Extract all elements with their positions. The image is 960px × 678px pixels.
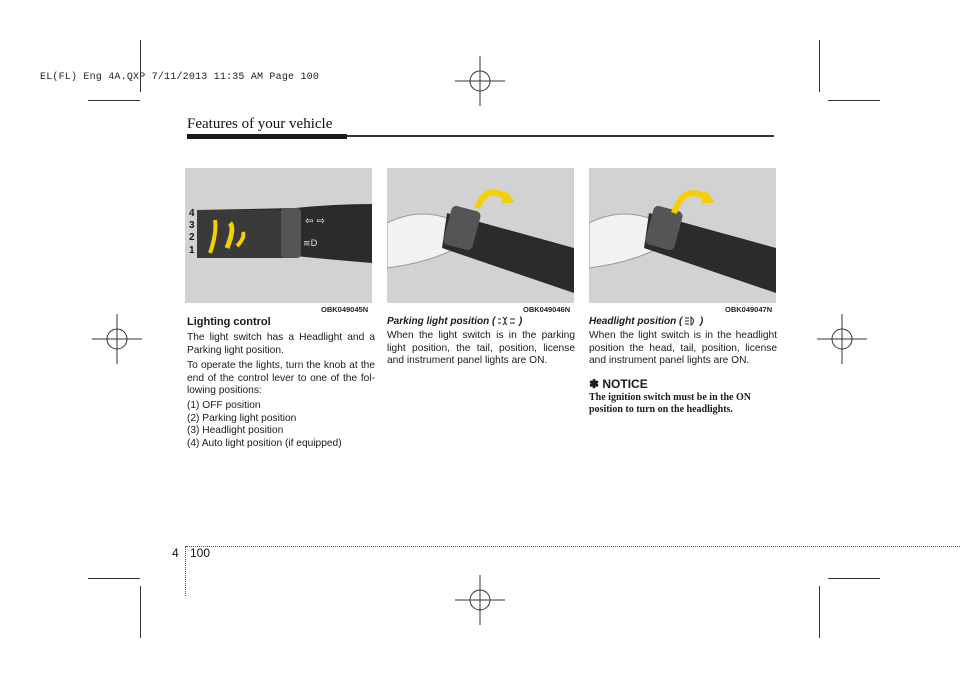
crop-mark: [828, 578, 880, 579]
heading-text: ): [699, 316, 704, 327]
heading-parking-light: [387, 316, 575, 328]
footer-divider: [185, 546, 186, 596]
registration-mark-left: [92, 314, 142, 364]
crop-mark: [140, 586, 141, 638]
footer-rule: [186, 546, 960, 547]
column-headlight: [589, 316, 777, 415]
page-number: 100: [190, 546, 211, 560]
figure-label-4: 4: [189, 208, 195, 219]
heading-text: Parking light position (: [387, 316, 496, 327]
figure-code: OBK049045N: [321, 305, 369, 314]
paragraph: When the light switch is in the headlight position the head, tail, position, license and instrument panel lights are ON.: [589, 330, 777, 367]
crop-mark: [828, 100, 880, 101]
figure-headlight: [589, 168, 776, 303]
heading-text: Headlight position (: [589, 316, 683, 327]
list-item: (4) Auto light position (if equipped): [187, 437, 342, 449]
headlight-icon: [685, 316, 697, 326]
figure-parking-light: [387, 168, 574, 303]
notice-title: ✽ NOTICE: [589, 376, 648, 391]
figure-label-1: 1: [189, 245, 195, 256]
section-title: Features of your vehicle: [187, 116, 333, 132]
title-rule-thin: [347, 135, 774, 137]
figure-label-3: 3: [189, 220, 195, 231]
paragraph: When the light switch is in the parking light position, the tail, position, license and instrument panel lights are ON.: [387, 330, 575, 367]
list-item: (3) Headlight position: [187, 425, 284, 437]
heading-headlight: [589, 316, 777, 328]
registration-mark-bottom: [455, 575, 505, 625]
print-header: EL(FL) Eng 4A.QXP 7/11/2013 11:35 AM Page 100: [40, 72, 320, 83]
registration-mark-top: [455, 56, 505, 106]
crop-mark: [88, 578, 140, 579]
column-parking-light: [387, 316, 575, 371]
figure-code: OBK049046N: [523, 305, 571, 314]
chapter-number: 4: [172, 546, 179, 560]
paragraph: To operate the lights, turn the knob at the end of the control lever to one of the fol-lowing positions:: [187, 360, 375, 397]
svg-text:⇦ ⇨: ⇦ ⇨: [305, 216, 325, 227]
crop-mark: [88, 100, 140, 101]
svg-text:≡D: ≡D: [303, 239, 318, 249]
heading-text: ): [518, 316, 523, 327]
registration-mark-right: [817, 314, 867, 364]
crop-mark: [819, 40, 820, 92]
list-item: (1) OFF position: [187, 400, 261, 412]
notice-body: The ignition switch must be in the ON position to turn on the headlights.: [589, 392, 751, 415]
figure-lighting-lever: [185, 168, 372, 303]
parking-light-icon: [498, 316, 516, 326]
column-lighting-control: [187, 316, 375, 450]
title-rule-thick: [187, 134, 347, 139]
figure-label-2: 2: [189, 232, 195, 243]
heading-lighting-control: Lighting control: [187, 316, 271, 328]
figure-code: OBK049047N: [725, 305, 773, 314]
crop-mark: [140, 40, 141, 92]
crop-mark: [819, 586, 820, 638]
paragraph: The light switch has a Headlight and a Parking light position.: [187, 332, 375, 356]
list-item: (2) Parking light position: [187, 412, 297, 424]
